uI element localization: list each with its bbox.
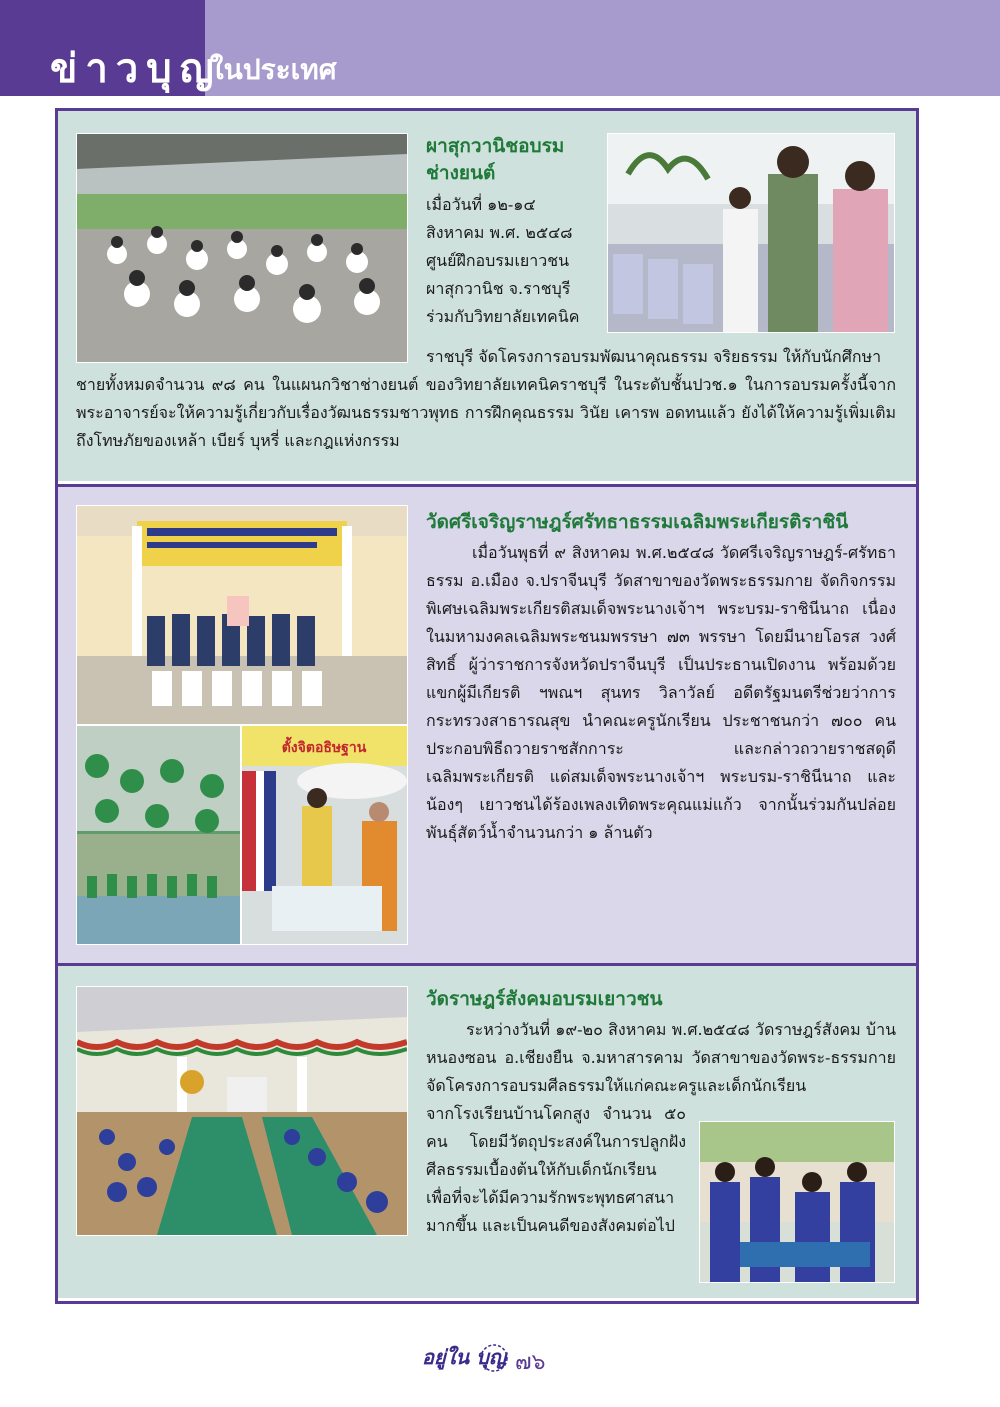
section-1-body-rest-head: ราชบุรี จัดโครงการอบรมพัฒนาคุณธรรม จริยธรรม ให้กับนักศึกษา (426, 347, 882, 366)
news-section-1 (58, 111, 916, 481)
section-3-body-side: จากโรงเรียนบ้านโคกสูง จำนวน ๕๐ คน โดยมีวัตถุประสงค์ในการปลูกฝังศีลธรรมเบื้องต้นให้กับเด็กนักเรียน เพื่อที่จะได้มีความรักพระพุทธศาสนามากขึ้น และเป็นคนดีของสังคมต่อไป (426, 1104, 686, 1235)
page-header (0, 0, 1000, 96)
header-title: ข่าวบุญ (50, 46, 222, 92)
photo-students-training (76, 133, 408, 363)
section-1-body: ชายทั้งหมดจำนวน ๙๘ คน ในแผนกวิชาช่างยนต์ ของวิทยาลัยเทคนิคราชบุรี ในระดับชั้นปวช.๑ ในการอบรมครั้งนี้จากพระอาจารย์จะให้ความรู้เกี่ยวกับเรื่องวัฒนธรรมชาวพุทธ การฝึกคุณธรรม วินัย เคารพ อดทนแล้ว ยังได้ให้ความรู้เพิ่มเติมถึงโทษภัยของเหล้า เบียร์ บุหรี่ และกฎแห่งกรรม (76, 375, 896, 450)
section-1-side-text (426, 191, 591, 331)
section-2-body: เมื่อวันพุธที่ ๙ สิงหาคม พ.ศ.๒๕๔๘ วัดศรีเจริญราษฎร์-ศรัทธาธรรม อ.เมือง จ.ปราจีนบุรี วัดสาขาของวัดพระธรรมกาย จัดกิจกรรมพิเศษเฉลิมพระเกียรติสมเด็จพระนางเจ้าฯ พระบรม-ราชินีนาถ เนื่องในมหามงคลเฉลิมพระชนมพรรษา ๗๓ พรรษา โดยมีนายโอรส วงศ์สิทธิ์ ผู้ว่าราชการจังหวัดปราจีนบุรี เป็นประธานเปิดงาน พร้อมด้วยแขกผู้มีเกียรติ ฯพณฯ สุนทร วิลาวัลย์ อดีตรัฐมนตรีช่วยว่าการกระทรวงสาธารณสุข นำคณะครูนักเรียน ประชาชนกว่า ๗๐๐ คน ประกอบพิธีถวายราชสักการะ และกล่าวถวายราชสดุดีเฉลิมพระเกียรติ แด่สมเด็จพระนางเจ้าฯ พระบรม-ราชินีนาถ และน้องๆ เยาวชนได้ร้องเพลงเทิดพระคุณแม่แก้ว จากนั้นร่วมกันปล่อยพันธุ์สัตว์น้ำจำนวนกว่า ๑ ล้านตัว (426, 543, 896, 842)
page-number: ๗๖ (515, 1350, 546, 1375)
photo-monks-release (241, 725, 408, 945)
header-subtitle: ในประเทศ (210, 53, 337, 86)
section-1-side-line: ผาสุกวานิช จ.ราชบุรี (426, 279, 571, 298)
photo-students-green (76, 725, 241, 945)
section-1-side-line: ร่วมกับวิทยาลัยเทคนิค (426, 307, 580, 326)
section-1-side-line: สิงหาคม พ.ศ. ๒๕๔๘ (426, 223, 573, 242)
section-2-title: วัดศรีเจริญราษฎร์ศรัทธาธรรมเฉลิมพระเกียรติราชินี (426, 511, 849, 533)
section-1-title (426, 133, 596, 187)
photo-students-blue (699, 1121, 895, 1283)
section-3-title: วัดราษฎร์สังคมอบรมเยาวชน (426, 988, 663, 1010)
photo-ceremony-hall (76, 505, 408, 725)
section-1-title-line2: ช่างยนต์ (426, 162, 496, 184)
section-3-body-top: ระหว่างวันที่ ๑๙-๒๐ สิงหาคม พ.ศ.๒๕๔๘ วัดราษฎร์สังคม บ้านหนองซอน อ.เชียงยืน จ.มหาสารคาม วัดสาขาของวัดพระ-ธรรมกาย จัดโครงการอบรมศีลธรรมให้แก่คณะครูและเด็กนักเรียน (426, 1020, 896, 1095)
section-1-side-line: ศูนย์ฝึกอบรมเยาวชน (426, 251, 570, 270)
photo-crowd-cheering (607, 133, 895, 333)
photo-meditation-hall (76, 986, 408, 1236)
footer-logo-text: อยู่ใน บุญ (422, 1345, 506, 1369)
section-1-body-start (426, 343, 896, 371)
section-1-title-line1: ผาสุกวานิชอบรม (426, 135, 565, 157)
section-1-side-line: เมื่อวันที่ ๑๒-๑๔ (426, 195, 536, 214)
banner-text: ตั้งจิตอธิษฐาน (281, 740, 367, 756)
footer-logo (420, 1340, 580, 1374)
news-section-3 (58, 963, 916, 1298)
news-section-2 (58, 484, 916, 963)
